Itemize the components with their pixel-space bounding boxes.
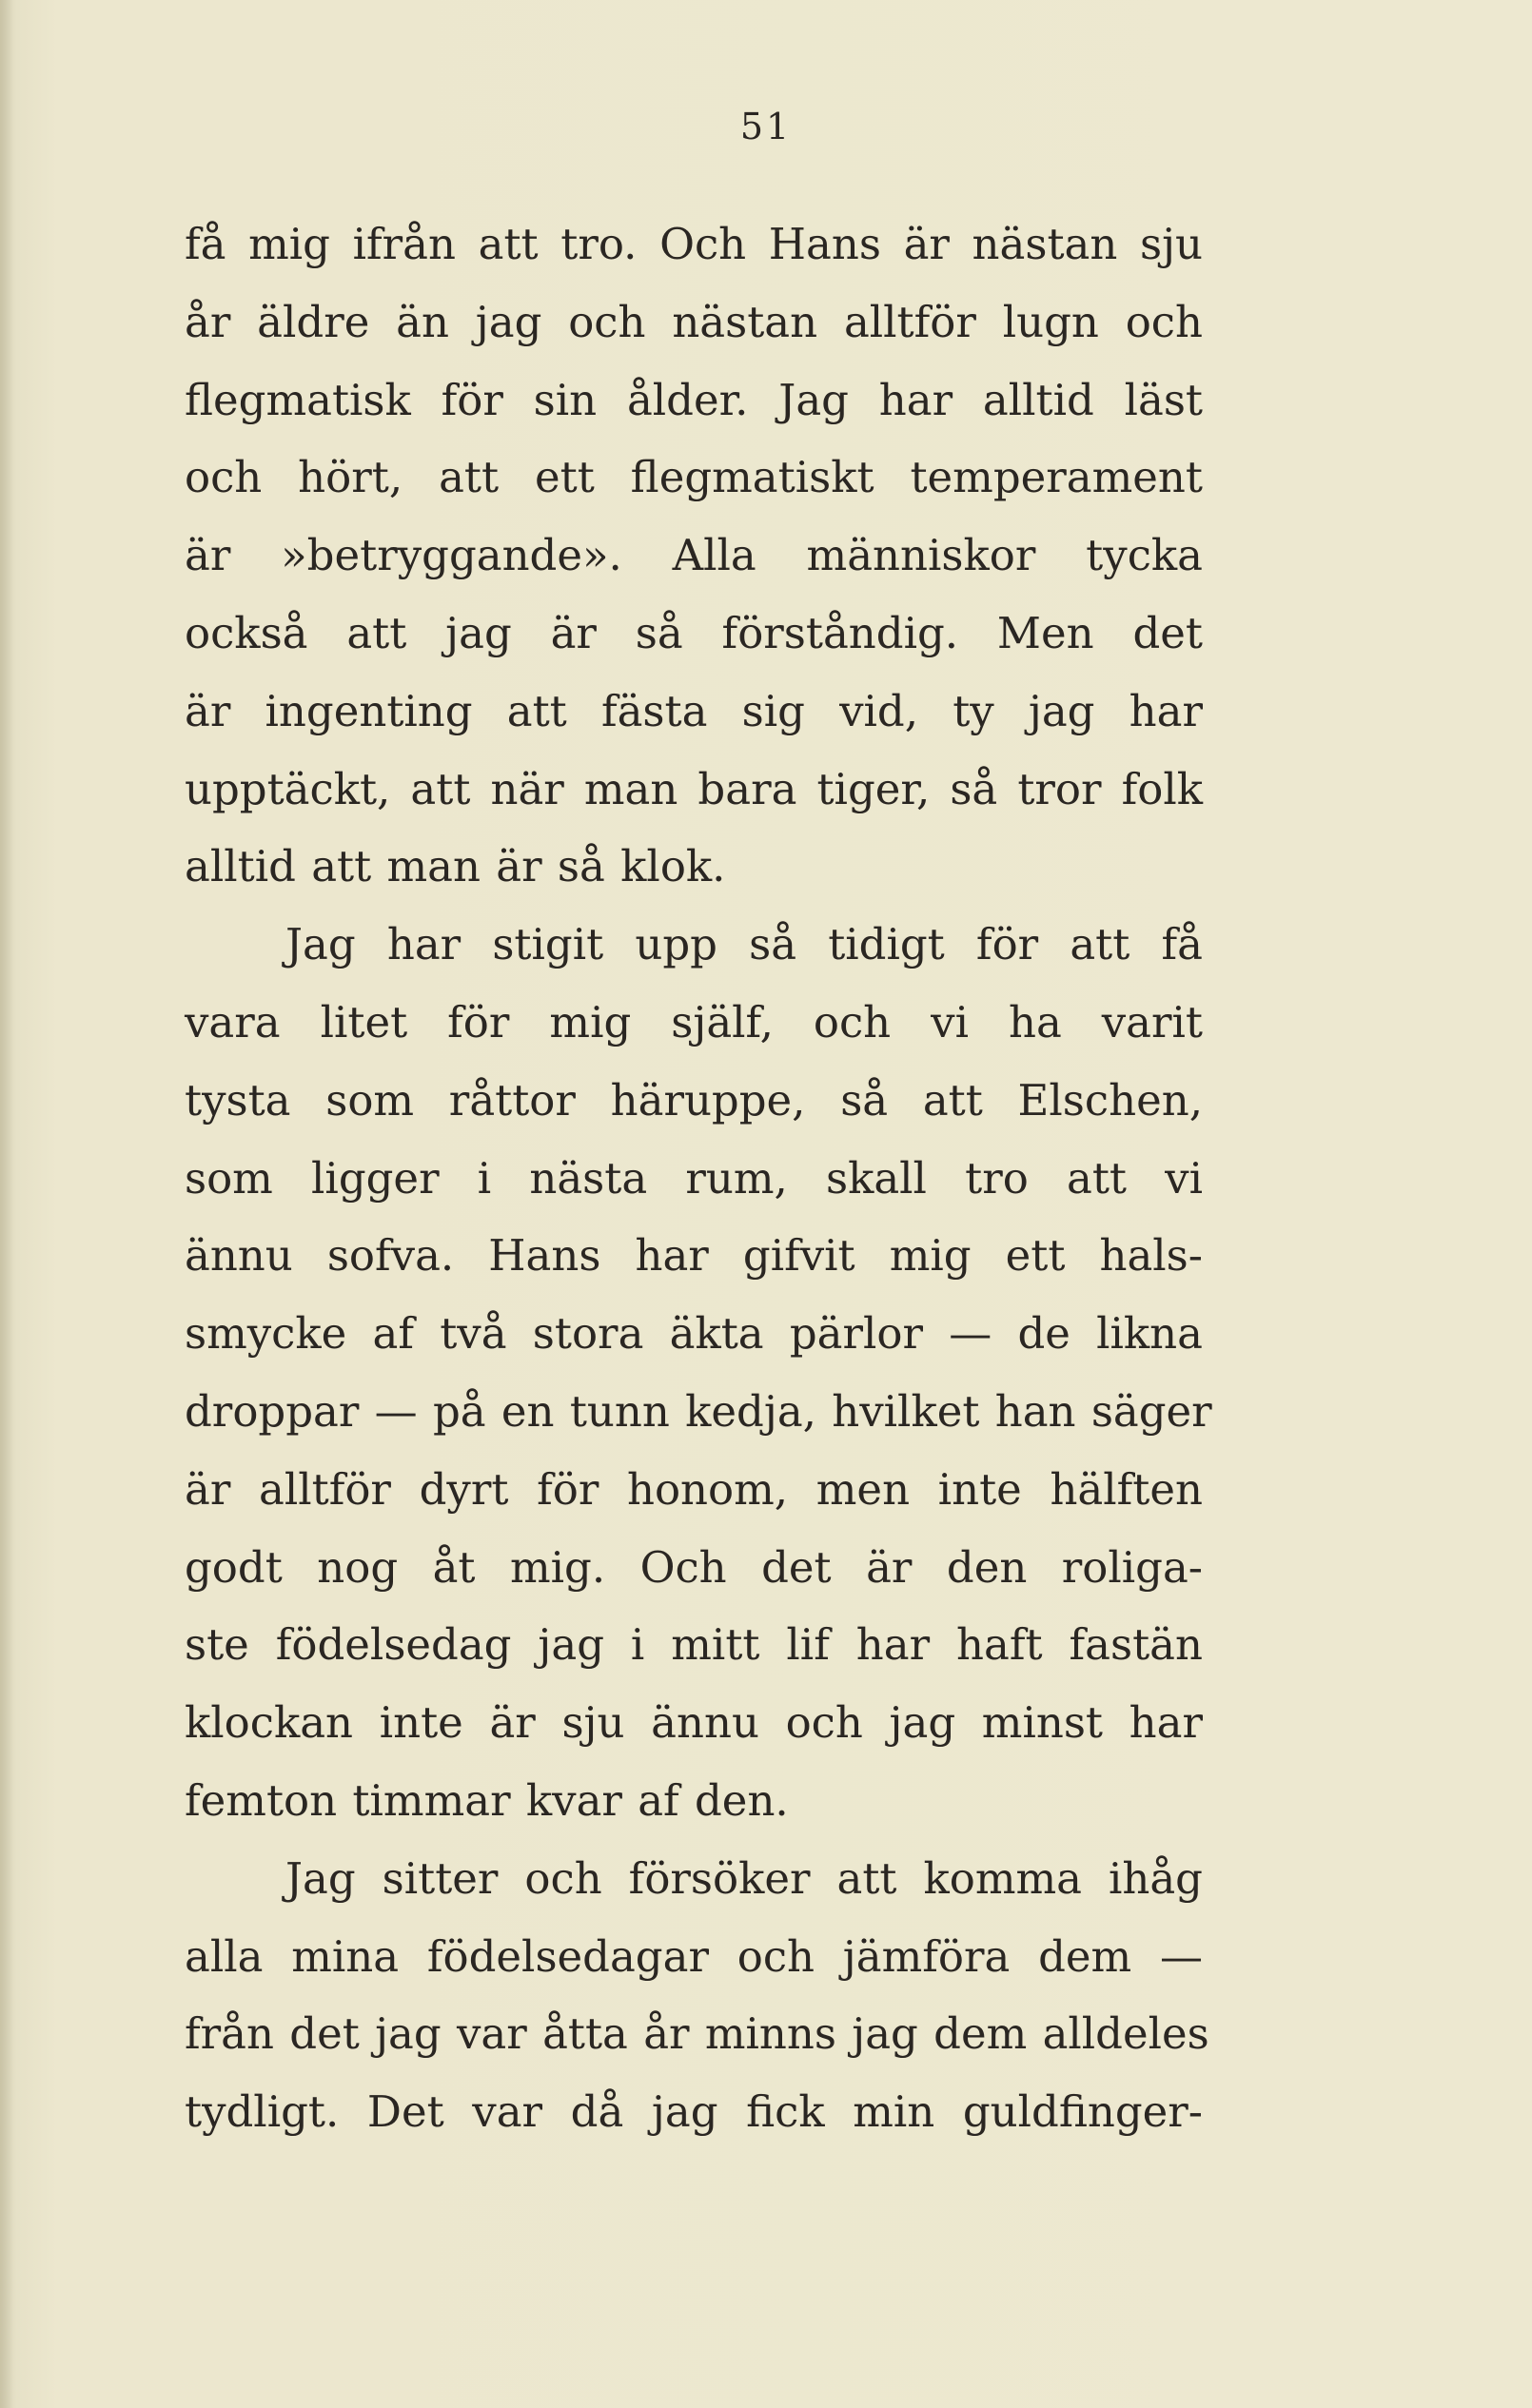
text-line: godt nog åt mig. Och det är den roliga- xyxy=(185,1541,1203,1593)
text-line: från det jag var åtta år minns jag dem alldeles xyxy=(185,2008,1209,2060)
text-line: är »betryggande». Alla människor tycka xyxy=(185,530,1203,581)
page-number: 51 xyxy=(739,106,793,147)
text-line: vara litet för mig själf, och vi ha varit xyxy=(185,996,1203,1047)
paragraph-start: Jag sitter och försöker att komma ihåg xyxy=(285,1852,1203,1904)
text-line: få mig ifrån att tro. Och Hans är nästan sju xyxy=(185,219,1203,269)
text-line: är alltför dyrt för honom, men inte hälften xyxy=(185,1463,1203,1515)
text-line: ste födelsedag jag i mitt lif har haft fastän xyxy=(185,1619,1203,1671)
text-line: klockan inte är sju ännu och jag minst har xyxy=(185,1697,1203,1749)
text-line: droppar — på en tunn kedja, hvilket han säger xyxy=(185,1385,1212,1437)
spine-shadow xyxy=(0,0,13,2408)
text-line: också att jag är så förståndig. Men det xyxy=(185,607,1203,658)
text-line: tydligt. Det var då jag fick min guldfinger- xyxy=(185,2086,1203,2138)
text-line: som ligger i nästa rum, skall tro att vi xyxy=(185,1152,1203,1204)
text-line: ännu sofva. Hans har gifvit mig ett hals- xyxy=(185,1230,1203,1282)
text-line: och hört, att ett flegmatiskt temperament xyxy=(185,452,1203,503)
body-text xyxy=(185,206,1212,2151)
text-line: år äldre än jag och nästan alltför lugn och xyxy=(185,296,1203,347)
text-line: flegmatisk för sin ålder. Jag har alltid läst xyxy=(185,374,1203,425)
text-line: femton timmar kvar af den. xyxy=(185,1774,789,1826)
text-line: upptäckt, att när man bara tiger, så tror folk xyxy=(185,763,1203,814)
paragraph-start: Jag har stigit upp så tidigt för att få xyxy=(285,919,1203,970)
text-line: alla mina födelsedagar och jämföra dem — xyxy=(185,1930,1203,1982)
text-line: är ingenting att fästa sig vid, ty jag har xyxy=(185,685,1203,736)
text-line: alltid att man är så klok. xyxy=(185,841,726,892)
text-line: tysta som råttor häruppe, så att Elschen, xyxy=(185,1074,1203,1126)
text-line: smycke af två stora äkta pärlor — de likna xyxy=(185,1308,1203,1360)
